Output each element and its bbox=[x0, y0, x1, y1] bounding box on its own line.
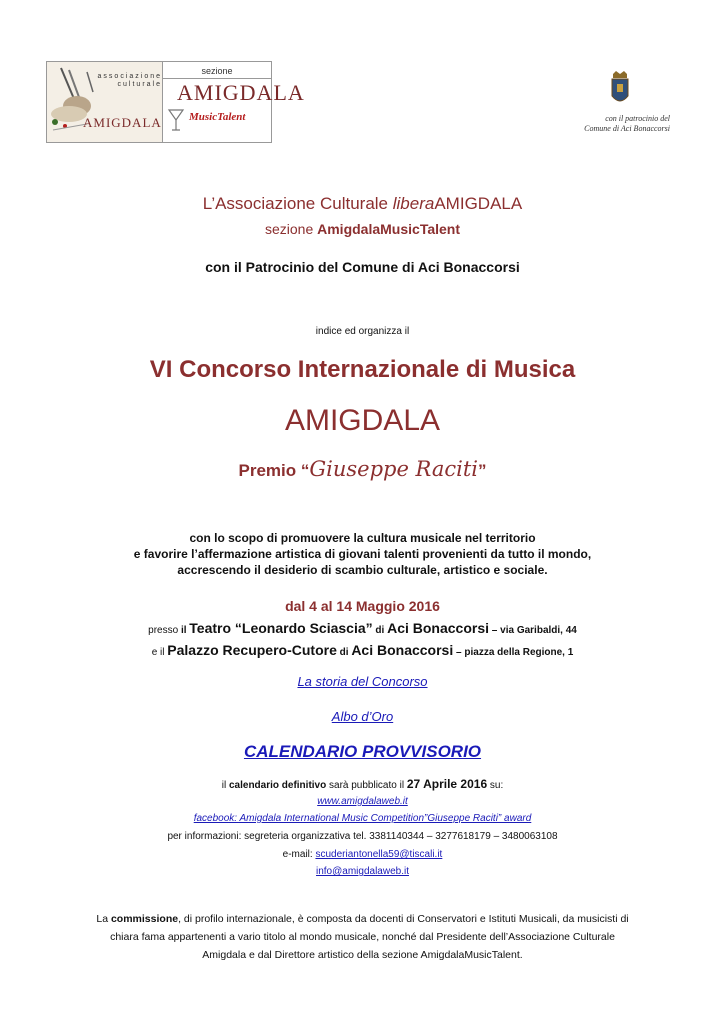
patronage-note bbox=[540, 114, 670, 134]
contest-name: AMIGDALA bbox=[284, 404, 441, 437]
patronage-note-line1: con il patrocinio del bbox=[605, 114, 670, 123]
history-link-row bbox=[0, 674, 725, 689]
calendar-info: il calendario definitivo sarà pubblicato il 27 Aprile 2016 su: bbox=[221, 777, 504, 791]
prize-name: Giuseppe Raciti bbox=[309, 457, 478, 481]
phone-info: per informazioni: segreteria organizzativa tel. 3381140344 – 3277618179 – 3480063108 bbox=[167, 831, 558, 842]
section-logo-title: AMIGDALA bbox=[177, 80, 305, 105]
organization-logo bbox=[46, 61, 305, 143]
section-label: sezione bbox=[201, 66, 233, 76]
patronage-note-line2: Comune di Aci Bonaccorsi bbox=[584, 124, 670, 133]
email-link-2[interactable]: info@amigdalaweb.it bbox=[316, 866, 409, 877]
organizes-text: indice ed organizza il bbox=[315, 326, 410, 337]
date-range: dal 4 al 14 Maggio 2016 bbox=[285, 598, 440, 614]
email-row-2 bbox=[0, 866, 725, 877]
facebook-link[interactable]: facebook: Amigdala International Music Competition”Giuseppe Raciti” award bbox=[193, 813, 532, 824]
cocktail-glass-icon bbox=[167, 106, 185, 134]
music-talent-label: MusicTalent bbox=[189, 111, 246, 123]
history-link[interactable]: La storia del Concorso bbox=[297, 674, 428, 689]
association-logo bbox=[47, 62, 163, 142]
website-link[interactable]: www.amigdalaweb.it bbox=[317, 796, 408, 807]
section-heading: sezione AmigdalaMusicTalent bbox=[264, 221, 461, 237]
venue-1: presso il Teatro “Leonardo Sciascia” di Aci Bonaccorsi – via Garibaldi, 44 bbox=[148, 620, 577, 636]
calendar-link[interactable]: CALENDARIO PROVVISORIO bbox=[243, 742, 482, 761]
purpose-text: con lo scopo di promuovere la cultura musicale nel territorio e favorire l’affermazione artistica di giovani talenti provenienti da tutto il mondo, accrescendo il desiderio di scambio culturale, artistico e sociale. bbox=[133, 531, 592, 577]
association-logo-title: AMIGDALA bbox=[83, 115, 162, 130]
prize-title: Premio “Giuseppe Raciti” bbox=[238, 457, 487, 481]
email-link-1[interactable]: scuderiantonella59@tiscali.it bbox=[315, 849, 443, 860]
venue-2: e il Palazzo Recupero-Cutore di Aci Bonaccorsi – piazza della Regione, 1 bbox=[151, 642, 574, 658]
commission-text: La commissione, di profilo internazionale, è composta da docenti di Conservatori e Istituti Musicali, da musicisti di chiara fama appartenenti a vario titolo al mondo musicale, nonché dal Presidente dell’Associazione Culturale Amigdala e dal Direttore artistico della sezione AmigdalaMusicTalent. bbox=[96, 913, 629, 961]
website-row bbox=[0, 796, 725, 807]
contest-title: VI Concorso Internazionale di Musica bbox=[149, 356, 576, 383]
email-row: e-mail: scuderiantonella59@tiscali.it bbox=[282, 849, 443, 860]
albo-link-row bbox=[0, 709, 725, 724]
patronage-heading: con il Patrocinio del Comune di Aci Bonaccorsi bbox=[205, 259, 520, 275]
albo-doro-link[interactable]: Albo d’Oro bbox=[331, 709, 394, 724]
section-logo bbox=[163, 62, 305, 142]
calendar-link-row bbox=[0, 742, 725, 762]
association-label: associazione culturale bbox=[97, 73, 162, 88]
coat-of-arms-icon bbox=[609, 70, 631, 110]
association-heading: L’Associazione Culturale liberaAMIGDALA bbox=[202, 194, 523, 213]
facebook-row bbox=[0, 813, 725, 824]
